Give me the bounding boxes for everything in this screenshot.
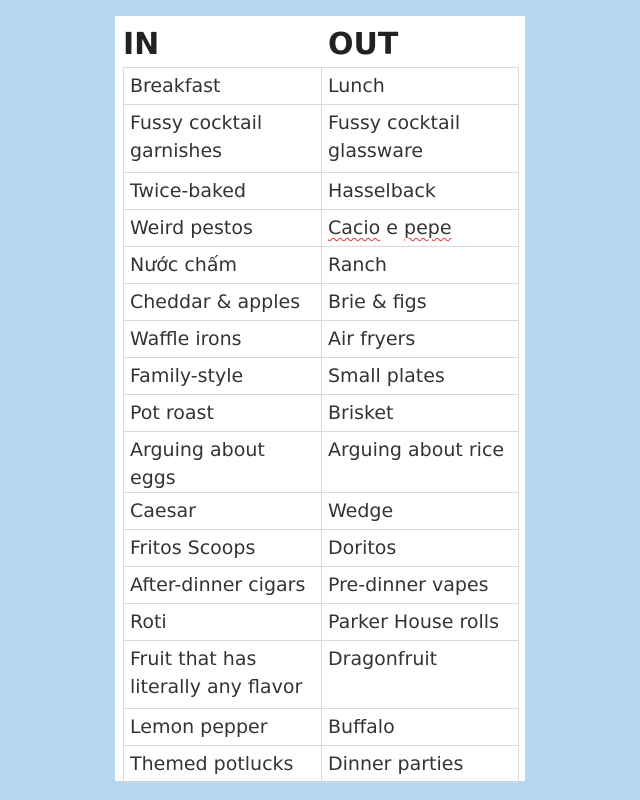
out-cell-text: e [380, 217, 405, 239]
out-cell: Dragonfruit [322, 641, 519, 709]
in-cell: Lemon pepper [124, 709, 322, 746]
out-cell: Fussy cocktail glassware [322, 105, 519, 173]
table-row [124, 493, 519, 530]
in-cell: Waffle irons [124, 321, 322, 358]
in-column-heading: IN [123, 27, 160, 62]
misspelled-word: Cacio [328, 217, 381, 239]
out-cell: Dinner parties [322, 746, 519, 783]
out-column-heading: OUT [328, 27, 399, 62]
out-cell: Wedge [322, 493, 519, 530]
in-cell: Fritos Scoops [124, 530, 322, 567]
out-cell: Doritos [322, 530, 519, 567]
in-cell: Arguing about eggs [124, 432, 322, 493]
table-row [124, 68, 519, 105]
table-row [124, 530, 519, 567]
in-cell: Twice-baked [124, 173, 322, 210]
in-cell: Weird pestos [124, 210, 322, 247]
table-row [124, 173, 519, 210]
out-cell: Air fryers [322, 321, 519, 358]
out-cell: Hasselback [322, 173, 519, 210]
in-cell: Roti [124, 604, 322, 641]
in-cell: Fruit that has literally any flavor [124, 641, 322, 709]
table-row [124, 567, 519, 604]
out-cell: Arguing about rice [322, 432, 519, 493]
table-row [124, 284, 519, 321]
table-row [124, 604, 519, 641]
table-row [124, 641, 519, 709]
in-cell: Caesar [124, 493, 322, 530]
misspelled-word: pepe [404, 217, 452, 239]
in-cell: Cheddar & apples [124, 284, 322, 321]
in-cell: After-dinner cigars [124, 567, 322, 604]
out-cell: Ranch [322, 247, 519, 284]
table-row [124, 210, 519, 247]
out-cell: Parker House rolls [322, 604, 519, 641]
in-out-list-sheet [115, 16, 525, 781]
out-cell: Brie & figs [322, 284, 519, 321]
in-cell: Nước chấm [124, 247, 322, 284]
table-row [124, 105, 519, 173]
table-row [124, 247, 519, 284]
out-cell: Pre-dinner vapes [322, 567, 519, 604]
in-cell: Family-style [124, 358, 322, 395]
in-out-table [123, 67, 519, 783]
in-cell: Themed potlucks [124, 746, 322, 783]
out-cell [322, 210, 519, 247]
table-row [124, 321, 519, 358]
in-cell: Breakfast [124, 68, 322, 105]
table-row [124, 432, 519, 493]
table-row [124, 395, 519, 432]
table-row [124, 358, 519, 395]
in-cell: Pot roast [124, 395, 322, 432]
table-row [124, 709, 519, 746]
out-cell: Lunch [322, 68, 519, 105]
in-cell: Fussy cocktail garnishes [124, 105, 322, 173]
out-cell: Small plates [322, 358, 519, 395]
out-cell: Brisket [322, 395, 519, 432]
table-row [124, 746, 519, 783]
out-cell: Buffalo [322, 709, 519, 746]
